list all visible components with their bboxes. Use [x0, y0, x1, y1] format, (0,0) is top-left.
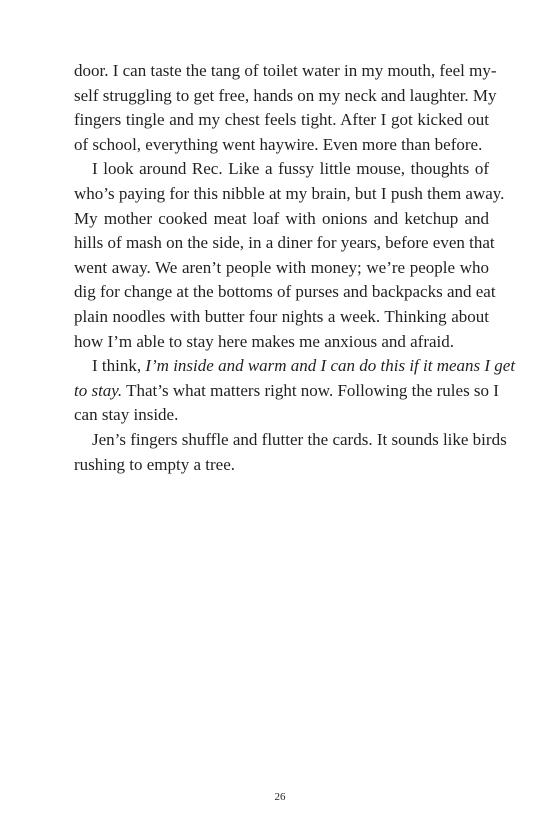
paragraph-3: [74, 354, 516, 428]
text-line: [74, 354, 516, 379]
text-line: self struggling to get free, hands on my neck and laughter. My: [74, 85, 497, 105]
body-text: [74, 59, 516, 477]
text-line: plain noodles with butter four nights a week. Thinking about: [74, 306, 489, 326]
text-line: My mother cooked meat loaf with onions and ketchup and: [74, 208, 489, 228]
text-line: of school, everything went haywire. Even more than before.: [74, 134, 483, 154]
text-line: door. I can taste the tang of toilet water in my mouth, feel my-: [74, 61, 497, 80]
paragraph-2: [74, 157, 505, 354]
text-line: Jen’s fingers shuffle and flutter the cards. It sounds like birds: [92, 429, 507, 449]
text-line: who’s paying for this nibble at my brain, but I push them away.: [74, 183, 505, 203]
italic-thought: I’m inside and warm and I can do this if it means I get: [145, 356, 516, 376]
paragraph-4: [74, 428, 507, 477]
line-text: That’s what matters right now. Following the rules so I: [122, 380, 499, 400]
text-line: went away. We aren’t people with money; we’re people who: [74, 257, 489, 277]
line-text: I think,: [92, 356, 146, 376]
text-line: I look around Rec. Like a fussy little mouse, thoughts of: [92, 159, 489, 179]
italic-thought: to stay.: [74, 380, 123, 400]
text-line: [74, 379, 499, 404]
text-line: rushing to empty a tree.: [74, 454, 235, 474]
paragraph-1: [74, 59, 497, 157]
text-line: dig for change at the bottoms of purses and backpacks and eat: [74, 282, 496, 302]
text-line: can stay inside.: [74, 405, 179, 425]
page-number: 26: [274, 791, 286, 803]
text-line: how I’m able to stay here makes me anxious and afraid.: [74, 331, 455, 351]
text-line: fingers tingle and my chest feels tight. After I got kicked out: [74, 110, 489, 130]
text-line: hills of mash on the side, in a diner for years, before even that: [74, 233, 495, 253]
